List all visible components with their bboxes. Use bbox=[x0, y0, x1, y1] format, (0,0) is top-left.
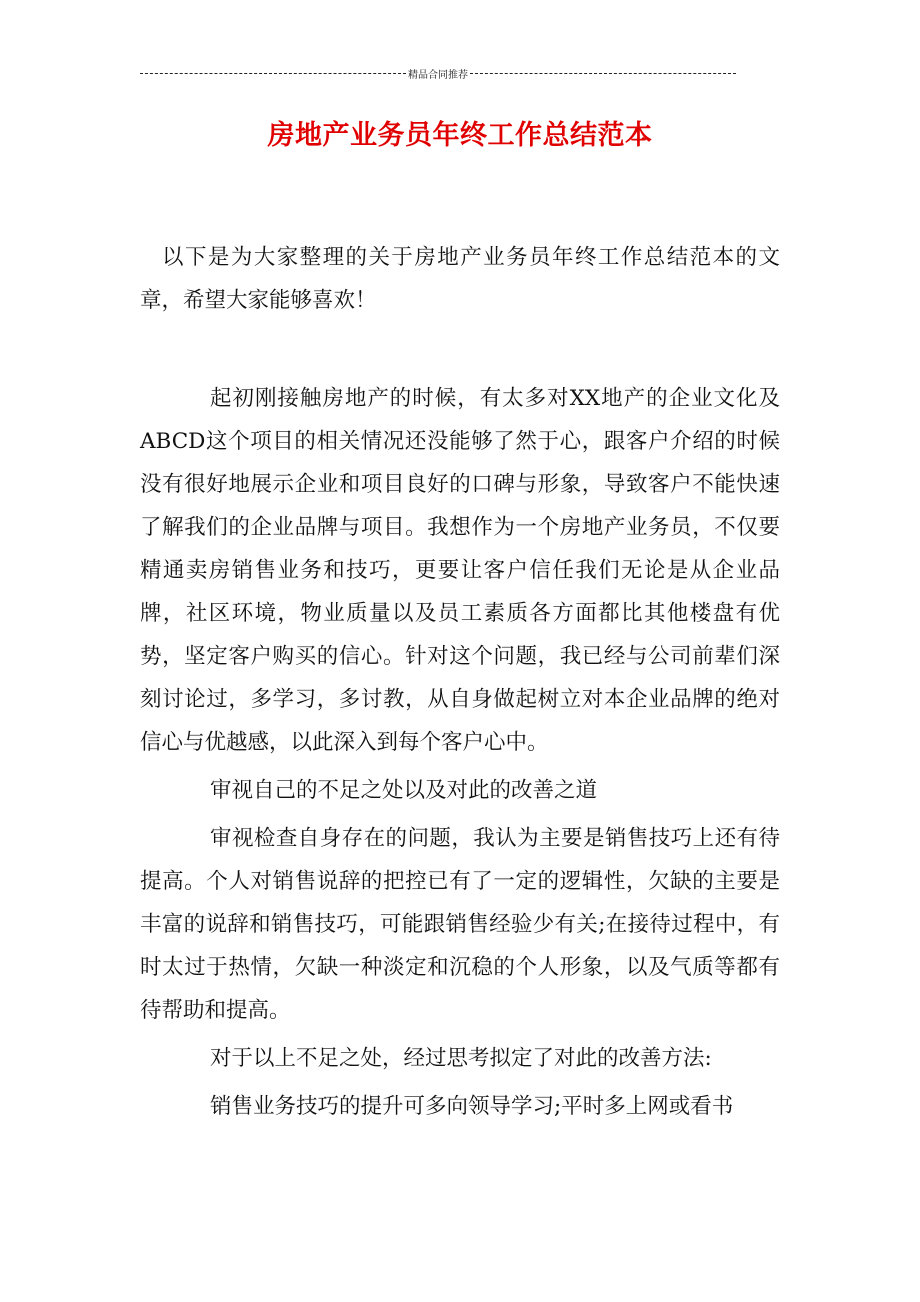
header-divider-left bbox=[140, 73, 406, 74]
header-label: 精品合同推荐 bbox=[408, 69, 468, 81]
page-header bbox=[140, 66, 736, 80]
section-heading: 审视自己的不足之处以及对此的改善之道 bbox=[210, 778, 598, 803]
body-paragraph: 销售业务技巧的提升可多向领导学习;平时多上网或看书 bbox=[210, 1094, 734, 1119]
header-divider-right bbox=[470, 73, 736, 74]
body-paragraph: 对于以上不足之处，经过思考拟定了对此的改善方法: bbox=[210, 1046, 712, 1071]
body-paragraph: 审视检查自身存在的问题，我认为主要是销售技巧上还有待提高。个人对销售说辞的把控已有了一定的逻辑性，欠缺的主要是丰富的说辞和销售技巧，可能跟销售经验少有关;在接待过程中，有时太过于热情，欠缺一种淡定和沉稳的个人形象，以及气质等都有待帮助和提高。 bbox=[140, 826, 780, 1023]
document-body bbox=[140, 236, 780, 1128]
body-paragraph: 起初刚接触房地产的时候，有太多对XX地产的企业文化及ABCD这个项目的相关情况还没能够了然于心，跟客户介绍的时候没有很好地展示企业和项目良好的口碑与形象，导致客户不能快速了解我们的企业品牌与项目。我想作为一个房地产业务员，不仅要精通卖房销售业务和技巧，更要让客户信任我们无论是从企业品牌，社区环境，物业质量以及员工素质各方面都比其他楼盘有优势，坚定客户购买的信心。针对这个问题，我已经与公司前辈们深刻讨论过，多学习，多讨教，从自身做起树立对本企业品牌的绝对信心与优越感，以此深入到每个客户心中。 bbox=[140, 386, 780, 755]
document-title: 房地产业务员年终工作总结范本 bbox=[267, 120, 653, 151]
intro-paragraph: 以下是为大家整理的关于房地产业务员年终工作总结范本的文章，希望大家能够喜欢！ bbox=[140, 245, 780, 313]
